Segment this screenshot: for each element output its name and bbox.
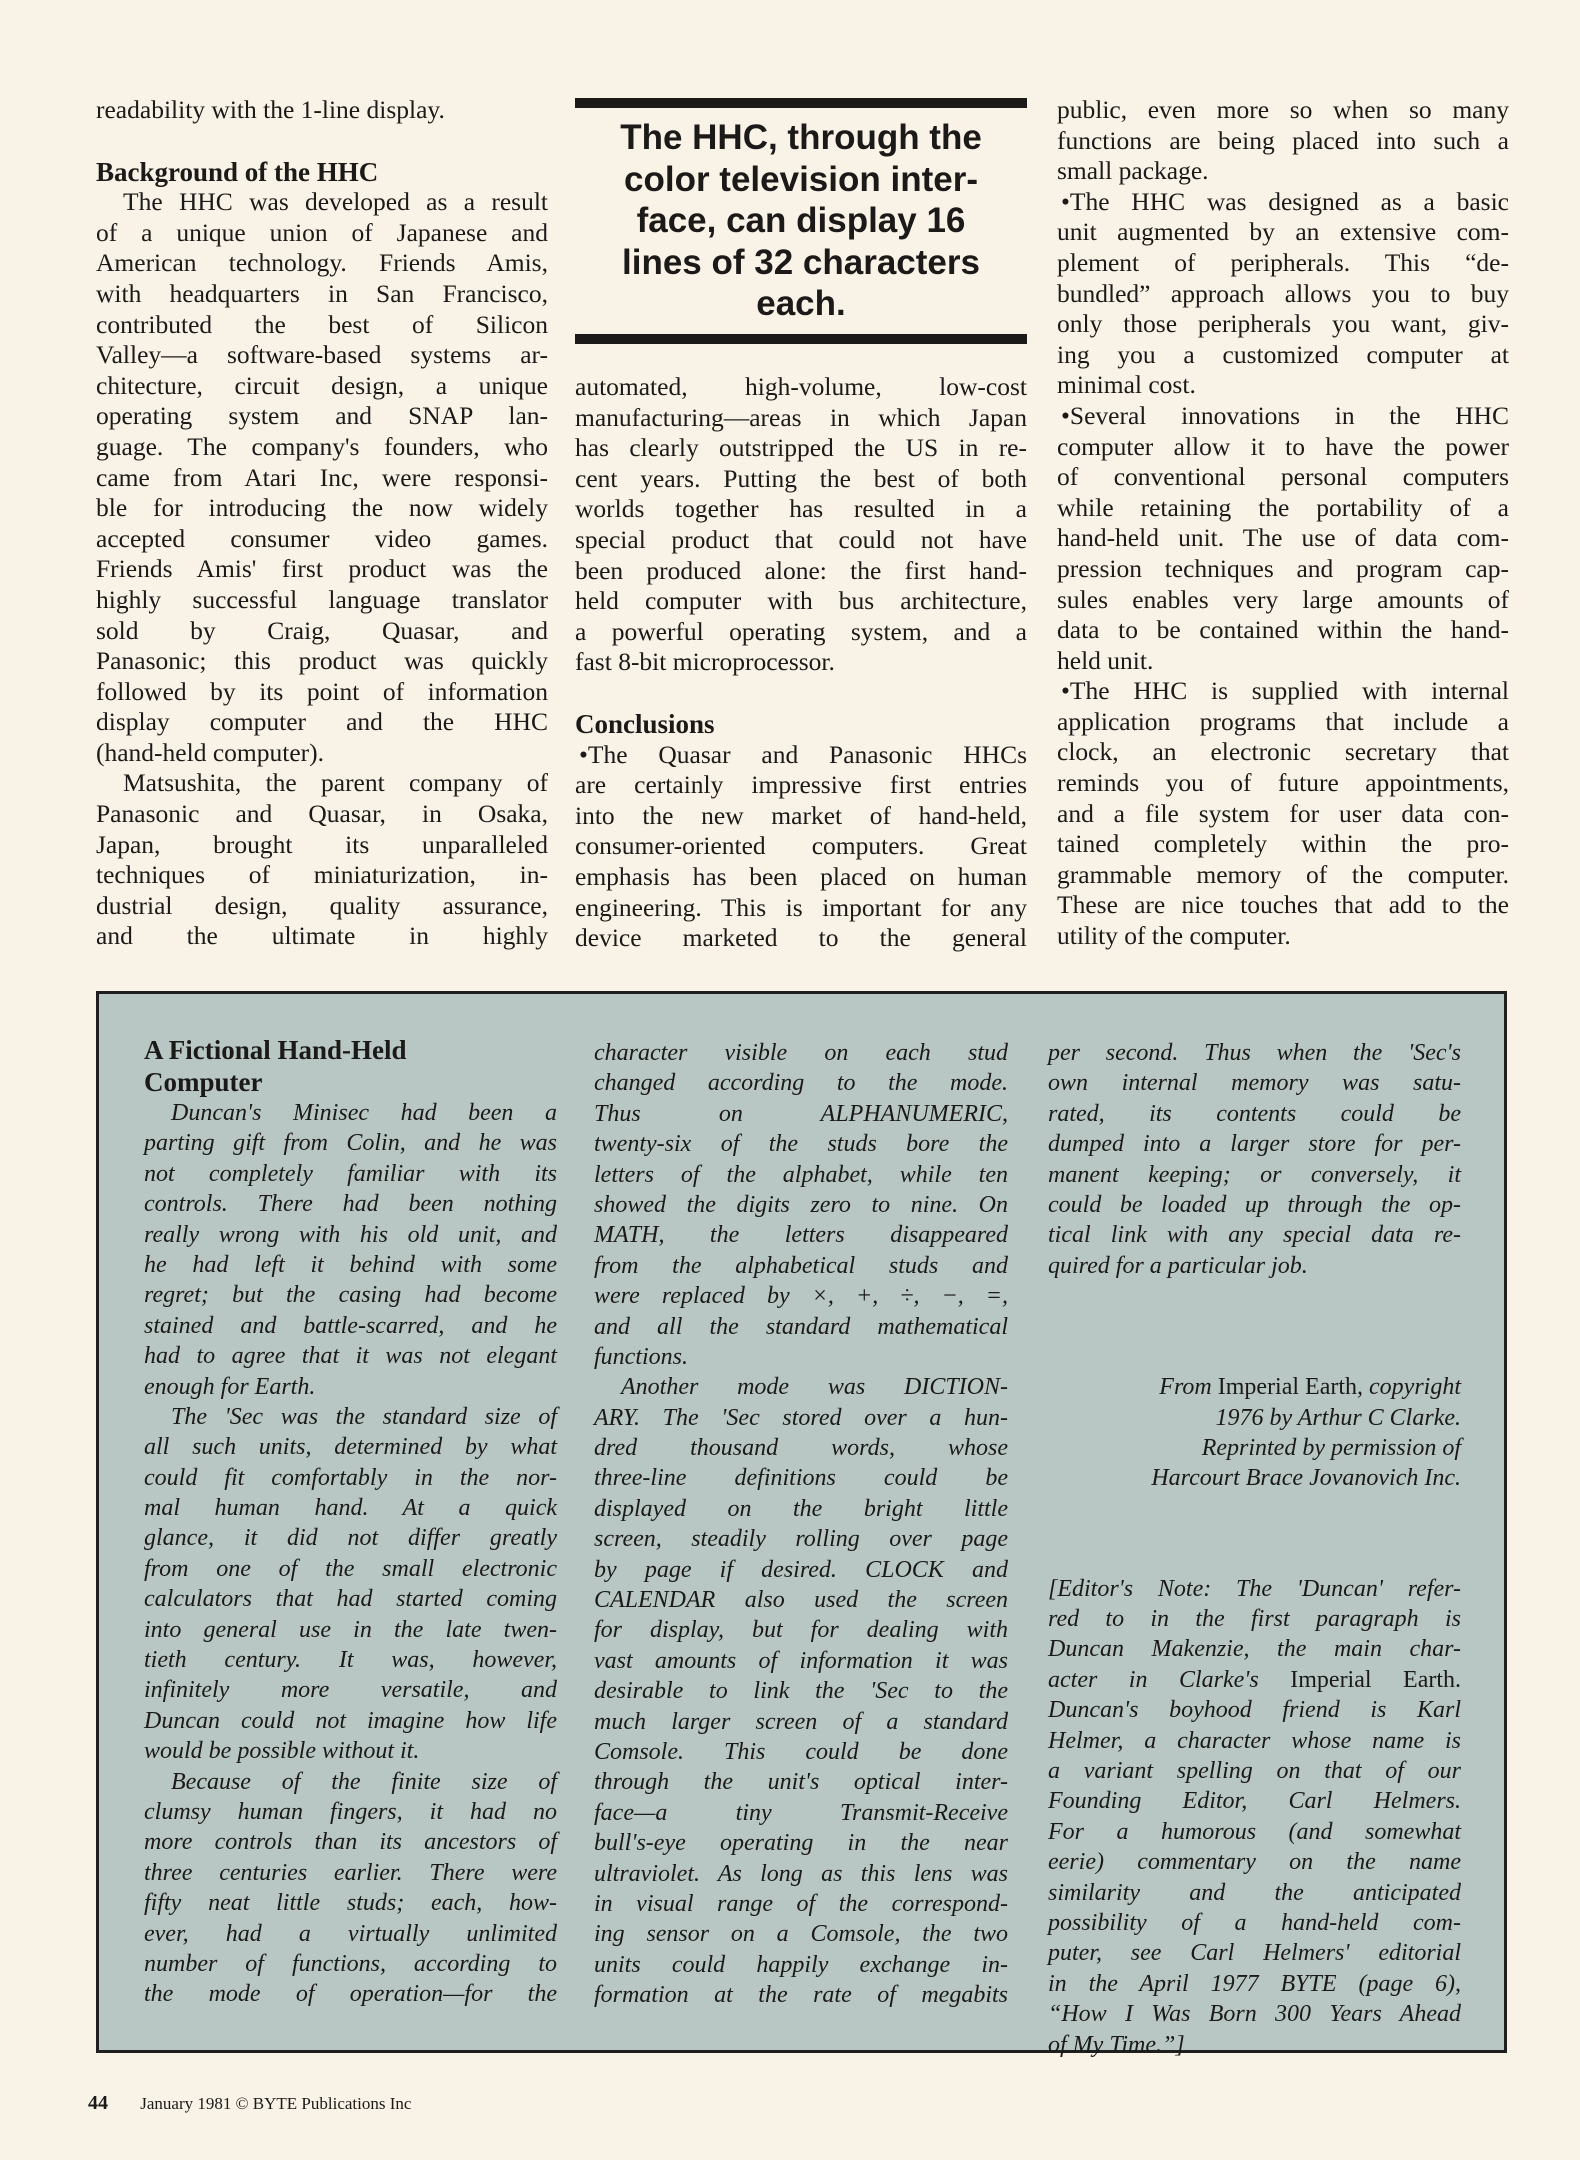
text-line: (hand-held computer). (96, 737, 324, 767)
paragraph (96, 768, 548, 952)
footer-credit: January 1981 © BYTE Publications Inc (140, 2094, 412, 2113)
paragraph (96, 187, 548, 768)
text-line: really wrong with his old unit, and (144, 1221, 557, 1248)
text-line: clock, an electronic secretary that (1057, 737, 1509, 767)
text-line: manent keeping; or conversely, it (1048, 1161, 1461, 1188)
text-line: special product that could not have (575, 524, 1027, 554)
text-line: Japan, brought its unparalleled (96, 829, 548, 859)
text-line: Comsole. This could be done (594, 1738, 1008, 1765)
text-line: consumer-oriented computers. Great (575, 831, 1027, 861)
text-line: plement of peripherals. This “de- (1057, 247, 1509, 277)
text-line: ing sensor on a Comsole, the two (594, 1921, 1008, 1948)
spacer (1048, 1281, 1461, 1372)
text-line: emphasis has been placed on human (575, 861, 1027, 891)
text-line: ultraviolet. As long as this lens was (594, 1860, 1008, 1887)
credit-line (1048, 1433, 1461, 1463)
text-line: The HHC was developed as a result (123, 187, 548, 217)
text-line: mal human hand. At a quick (144, 1495, 557, 1522)
text-line: tained completely within the pro- (1057, 829, 1509, 859)
text-line: eerie) commentary on the name (1048, 1849, 1461, 1876)
text-segment: From (1159, 1374, 1218, 1401)
text-line: would be possible without it. (144, 1738, 420, 1765)
text-line: number of functions, according to (144, 1950, 557, 1977)
text-line: Panasonic; this product was quickly (96, 646, 548, 676)
text-line: by page if desired. CLOCK and (594, 1556, 1008, 1583)
title-text: Imperial Earth. (1290, 1666, 1462, 1693)
section-heading: Conclusions (575, 708, 715, 739)
text-line: in visual range of the correspond- (594, 1890, 1008, 1917)
text-line: all such units, determined by what (144, 1434, 557, 1461)
text-line: more controls than its ancestors of (144, 1829, 557, 1856)
text-line: face—a tiny Transmit-Receive (594, 1799, 1008, 1826)
text-line: could fit comfortably in the nor- (144, 1464, 557, 1491)
text-line: similarity and the anticipated (1048, 1879, 1461, 1906)
text-line: much larger screen of a standard (594, 1708, 1008, 1735)
text-line: pression techniques and program cap- (1057, 553, 1509, 583)
text-line: computer allow it to have the power (1057, 431, 1509, 461)
text-line: Duncan's boyhood friend is Karl (1048, 1697, 1461, 1724)
text-line: formation at the rate of megabits (594, 1982, 1008, 2009)
text-line: sules enables very large amounts of (1057, 584, 1509, 614)
page-number: 44 (88, 2092, 108, 2114)
text-line: came from Atari Inc, were responsi- (96, 462, 548, 492)
paragraph (1057, 95, 1509, 187)
text-line: Duncan Makenzie, the main char- (1048, 1636, 1461, 1663)
text-line: could be loaded up through the op- (1048, 1191, 1461, 1218)
text-line: readability with the 1-line display. (96, 95, 445, 124)
paragraph (575, 372, 1027, 678)
text-line: unit augmented by an extensive com- (1057, 217, 1509, 247)
text-line: “How I Was Born 300 Years Ahead (1048, 2001, 1461, 2028)
text-line: per second. Thus when the 'Sec's (1048, 1040, 1461, 1066)
text-line: the mode of operation—for the (144, 1981, 557, 2008)
text-line: screen, steadily rolling over page (594, 1526, 1008, 1553)
text-line: had to agree that it was not elegant (144, 1343, 557, 1370)
text-line: fifty neat little studs; each, how- (144, 1890, 557, 1917)
text-line: techniques of miniaturization, in- (96, 860, 548, 890)
text-line (1048, 1665, 1461, 1695)
article-column-2 (575, 372, 1027, 954)
text-line: cent years. Putting the best of both (575, 463, 1027, 493)
article-column-1 (96, 95, 548, 952)
text-line: manufacturing—areas in which Japan (575, 402, 1027, 432)
credit-line (1048, 1403, 1461, 1433)
text-line: utility of the computer. (1057, 921, 1291, 951)
text-line: and the ultimate in highly (96, 921, 548, 951)
text-segment: 1976 by Arthur C Clarke. (1215, 1404, 1461, 1431)
text-line: CALENDAR also used the screen (594, 1587, 1008, 1614)
text-segment: acter in Clarke's (1048, 1666, 1291, 1693)
source-credit (1048, 1372, 1461, 1494)
text-line: Friends Amis' first product was the (96, 554, 548, 584)
section-heading: A Fictional Hand-Held (144, 1035, 407, 1065)
text-segment: Harcourt Brace Jovanovich Inc. (1151, 1465, 1461, 1492)
text-line: automated, high-volume, low-cost (575, 372, 1027, 401)
text-line: only those peripherals you want, giv- (1057, 309, 1509, 339)
text-line: held computer with bus architecture, (575, 586, 1027, 616)
text-line: from the alphabetical studs and (594, 1252, 1008, 1279)
text-line: functions are being placed into such a (1057, 125, 1509, 155)
text-line: ing you a customized computer at (1057, 339, 1509, 369)
text-line: three-line definitions could be (594, 1465, 1008, 1492)
text-line: and all the standard mathematical (594, 1313, 1008, 1340)
text-line: •The HHC is supplied with internal (1061, 676, 1509, 706)
text-line: Another mode was DICTION- (621, 1374, 1008, 1401)
pull-quote (575, 117, 1027, 325)
text-line: calculators that had started coming (144, 1586, 557, 1613)
text-line: from one of the small electronic (144, 1555, 557, 1582)
text-line: highly successful language translator (96, 584, 548, 614)
pull-quote-line: color television inter- (624, 159, 978, 199)
paragraph (144, 1098, 557, 1402)
text-line: a powerful operating system, and a (575, 616, 1027, 646)
text-line: •The HHC was designed as a basic (1061, 186, 1509, 216)
text-line: guage. The company's founders, who (96, 431, 548, 461)
text-segment: Reprinted by permission of (1201, 1434, 1461, 1461)
text-line: hand-held unit. The use of data com- (1057, 523, 1509, 553)
text-line: contributed the best of Silicon (96, 309, 548, 339)
text-line: glance, it did not differ greatly (144, 1525, 557, 1552)
paragraph (1048, 1574, 1461, 2060)
text-line: sold by Craig, Quasar, and (96, 615, 548, 645)
paragraph (594, 1038, 1008, 1372)
text-line: dumped into a larger store for per- (1048, 1131, 1461, 1158)
text-line: dustrial design, quality assurance, (96, 890, 548, 920)
sidebar-column-3 (1048, 1038, 1461, 2060)
text-line: engineering. This is important for any (575, 892, 1027, 922)
section-heading: Background of the HHC (96, 156, 379, 187)
text-line: fast 8-bit microprocessor. (575, 647, 835, 677)
text-line: rated, its contents could be (1048, 1100, 1461, 1127)
pull-quote-top-rule (575, 98, 1027, 108)
spacer (1048, 1494, 1461, 1574)
section-heading: Computer (144, 1067, 263, 1097)
text-line: Panasonic and Quasar, in Osaka, (96, 799, 548, 829)
text-line: of a unique union of Japanese and (96, 217, 548, 247)
text-line: followed by its point of information (96, 676, 548, 706)
text-line: character visible on each stud (594, 1040, 1008, 1066)
text-line: bundled” approach allows you to buy (1057, 278, 1509, 308)
text-line: Duncan could not imagine how life (144, 1707, 557, 1734)
text-line: puter, see Carl Helmers' editorial (1048, 1940, 1461, 1967)
page-footer (88, 2092, 411, 2115)
paragraph (96, 95, 548, 126)
article-column-3 (1057, 95, 1509, 952)
text-line: units could happily exchange in- (594, 1951, 1008, 1978)
text-line: infinitely more versatile, and (144, 1677, 557, 1704)
text-line: operating system and SNAP lan- (96, 401, 548, 431)
text-line: are certainly impressive first entries (575, 770, 1027, 800)
sidebar-column-2 (594, 1038, 1008, 2011)
text-line: Matsushita, the parent company of (123, 768, 548, 798)
text-line: display computer and the HHC (96, 707, 548, 737)
paragraph (144, 1402, 557, 1767)
text-line: bull's-eye operating in the near (594, 1830, 1008, 1857)
text-line: minimal cost. (1057, 370, 1196, 400)
text-line: in the April 1977 BYTE (page 6), (1048, 1970, 1461, 1997)
text-line: red to in the first paragraph is (1048, 1606, 1461, 1633)
text-line: letters of the alphabet, while ten (594, 1161, 1008, 1188)
text-line: into general use in the late twen- (144, 1616, 557, 1643)
bullet-paragraph (1057, 187, 1509, 401)
text-line: Because of the finite size of (171, 1768, 557, 1795)
text-line: through the unit's optical inter- (594, 1769, 1008, 1796)
text-line: MATH, the letters disappeared (594, 1222, 1008, 1249)
credit-line (1048, 1463, 1461, 1493)
text-line: tieth century. It was, however, (144, 1647, 557, 1674)
text-line: possibility of a hand-held com- (1048, 1909, 1461, 1936)
text-line: vast amounts of information it was (594, 1647, 1008, 1674)
text-line: Duncan's Minisec had been a (171, 1100, 557, 1126)
text-line: showed the digits zero to nine. On (594, 1191, 1008, 1218)
text-line: controls. There had been nothing (144, 1191, 557, 1218)
text-line: functions. (594, 1343, 688, 1370)
text-line: he had left it behind with some (144, 1251, 557, 1278)
text-line: into the new market of hand-held, (575, 800, 1027, 830)
text-line: quired for a particular job. (1048, 1252, 1308, 1279)
text-line: been produced alone: the first hand- (575, 555, 1027, 585)
sidebar-column-1 (144, 1034, 557, 2010)
text-line: American technology. Friends Amis, (96, 248, 548, 278)
text-line: Helmer, a character whose name is (1048, 1727, 1461, 1754)
text-line: clumsy human fingers, it had no (144, 1798, 557, 1825)
text-line: were replaced by ×, +, ÷, −, =, (594, 1283, 1008, 1310)
text-line: and a file system for user data con- (1057, 798, 1509, 828)
text-segment: , copyright (1357, 1374, 1461, 1401)
text-line: held unit. (1057, 645, 1154, 675)
text-line: changed according to the mode. (594, 1070, 1008, 1097)
text-line: while retaining the portability of a (1057, 492, 1509, 522)
text-line: desirable to link the 'Sec to the (594, 1678, 1008, 1705)
text-line: a variant spelling on that of our (1048, 1758, 1461, 1785)
text-line: These are nice touches that add to the (1057, 890, 1509, 920)
text-line: •The Quasar and Panasonic HHCs (579, 739, 1027, 769)
text-line: with headquarters in San Francisco, (96, 278, 548, 308)
pull-quote-line: The HHC, through the (620, 118, 982, 157)
bullet-paragraph (575, 740, 1027, 954)
text-line: small package. (1057, 156, 1209, 186)
pull-quote-line: each. (756, 284, 846, 323)
text-line: not completely familiar with its (144, 1160, 557, 1187)
text-line: Founding Editor, Carl Helmers. (1048, 1788, 1461, 1815)
text-line: displayed on the bright little (594, 1495, 1008, 1522)
paragraph (594, 1372, 1008, 2010)
text-line: enough for Earth. (144, 1373, 316, 1400)
paragraph (144, 1767, 557, 2010)
text-line: has clearly outstripped the US in re- (575, 433, 1027, 463)
paragraph (1048, 1038, 1461, 1281)
text-line: of conventional personal computers (1057, 462, 1509, 492)
text-line: device marketed to the general (575, 923, 1027, 953)
pull-quote-line: face, can display 16 (636, 201, 966, 240)
text-line: reminds you of future appointments, (1057, 768, 1509, 798)
credit-line (1048, 1372, 1461, 1402)
text-line: [Editor's Note: The 'Duncan' refer- (1048, 1575, 1461, 1602)
text-line: stained and battle-scarred, and he (144, 1312, 557, 1339)
text-line: for display, but for dealing with (594, 1617, 1008, 1644)
text-line: accepted consumer video games. (96, 523, 548, 553)
text-line: ble for introducing the now widely (96, 493, 548, 523)
text-line: three centuries earlier. There were (144, 1859, 557, 1886)
text-line: worlds together has resulted in a (575, 494, 1027, 524)
text-line: tical link with any special data re- (1048, 1222, 1461, 1249)
text-line: •Several innovations in the HHC (1061, 400, 1509, 430)
text-line: regret; but the casing had become (144, 1282, 557, 1309)
text-line: grammable memory of the computer. (1057, 859, 1509, 889)
text-line: data to be contained within the hand- (1057, 615, 1509, 645)
title-text: Imperial Earth (1217, 1374, 1358, 1401)
bullet-paragraph (1057, 401, 1509, 676)
text-line: ever, had a virtually unlimited (144, 1920, 557, 1947)
text-line: dred thousand words, whose (594, 1435, 1008, 1462)
text-line: Thus on ALPHANUMERIC, (594, 1100, 1008, 1127)
text-line: For a humorous (and somewhat (1048, 1818, 1461, 1845)
pull-quote-line: lines of 32 characters (622, 242, 980, 282)
text-line: Valley—a software-based systems ar- (96, 340, 548, 370)
text-line: ARY. The 'Sec stored over a hun- (594, 1404, 1008, 1431)
text-line: public, even more so when so many (1057, 95, 1509, 124)
text-line: parting gift from Colin, and he was (144, 1130, 557, 1157)
text-line: chitecture, circuit design, a unique (96, 370, 548, 400)
text-line: twenty-six of the studs bore the (594, 1131, 1008, 1158)
text-line: of My Time.”] (1048, 2031, 1185, 2058)
text-line: application programs that include a (1057, 706, 1509, 736)
bullet-paragraph (1057, 676, 1509, 951)
text-line: own internal memory was satu- (1048, 1070, 1461, 1097)
text-line: The 'Sec was the standard size of (171, 1403, 557, 1430)
pull-quote-bottom-rule (575, 334, 1027, 344)
